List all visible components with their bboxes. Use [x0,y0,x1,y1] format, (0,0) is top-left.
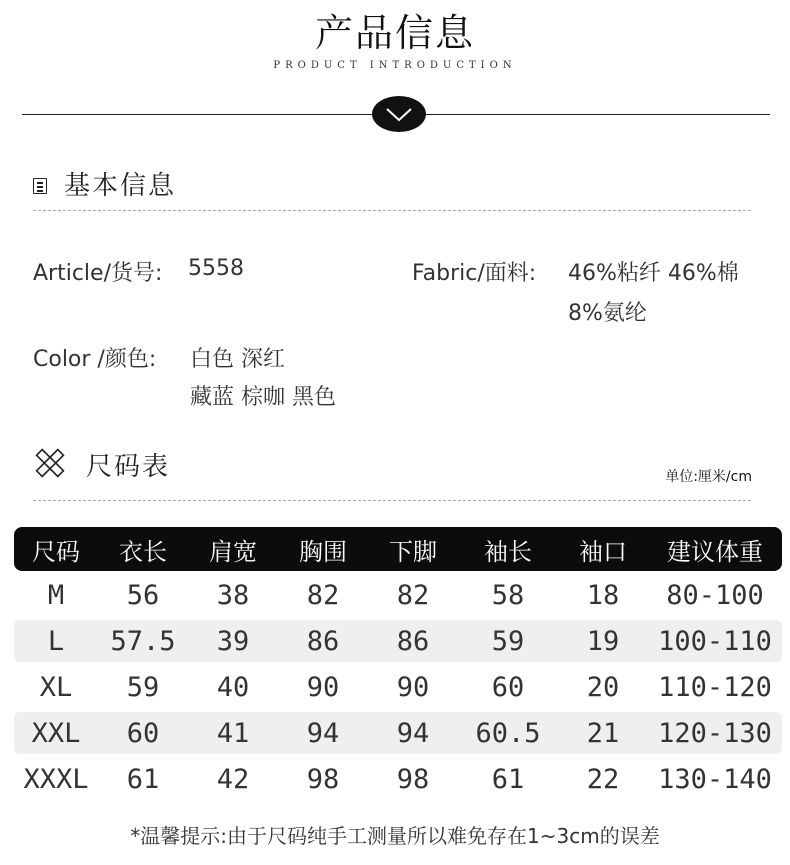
table-cell: 60 [491,671,525,703]
table-row [14,758,782,800]
size-chart-divider [33,500,751,501]
page-subtitle: PRODUCT INTRODUCTION [273,60,517,71]
fabric-value-line1: 46%粘纤 46%棉 [568,261,739,286]
unit-label: 单位:厘米/cm [665,469,752,485]
table-cell: 59 [126,671,160,703]
header-cell: 袖口 [579,537,627,566]
document-icon [33,178,47,194]
table-cell: 38 [216,579,250,611]
table-cell: 18 [586,579,620,611]
table-cell: 22 [586,763,620,795]
table-cell: 100-110 [658,625,772,657]
footnote: *温馨提示:由于尺码纯手工测量所以难免存在1~3cm的误差 [130,824,660,848]
color-value-line2: 藏蓝 棕咖 黑色 [190,385,336,410]
table-cell: 82 [306,579,340,611]
table-cell: 90 [396,671,430,703]
ruler-icon [33,447,67,479]
table-cell: M [47,579,65,611]
basic-info-title: 基本信息 [64,171,177,201]
header-cell: 衣长 [119,537,167,566]
table-row [14,574,782,616]
table-cell: 130-140 [658,763,772,795]
table-cell: 61 [491,763,525,795]
table-cell: 110-120 [658,671,772,703]
table-cell: 21 [586,717,620,749]
table-cell: 39 [216,625,250,657]
table-cell: 57.5 [110,625,176,657]
table-cell: 82 [396,579,430,611]
table-cell: 42 [216,763,250,795]
color-value-line1: 白色 深红 [190,347,285,372]
table-cell: 120-130 [658,717,772,749]
header-cell: 下脚 [389,537,437,566]
article-value: 5558 [188,256,244,281]
table-cell: L [47,625,65,657]
table-cell: 98 [396,763,430,795]
table-cell: 98 [306,763,340,795]
page-title: 产品信息 [314,11,475,55]
table-cell: 56 [126,579,160,611]
table-row [14,666,782,708]
color-label: Color /颜色: [33,347,157,372]
table-cell: 58 [491,579,525,611]
article-label: Article/货号: [33,261,163,286]
table-cell: 94 [306,717,340,749]
header-cell: 袖长 [484,537,532,566]
table-cell: XL [39,671,73,703]
table-cell: 40 [216,671,250,703]
header-cell: 胸围 [299,537,347,566]
table-cell: 60 [126,717,160,749]
table-cell: 60.5 [475,717,541,749]
table-cell: XXL [31,717,81,749]
fabric-value-line2: 8%氨纶 [568,301,647,326]
table-row [14,620,782,662]
table-cell: 20 [586,671,620,703]
size-chart-title: 尺码表 [86,452,171,482]
header-cell: 肩宽 [209,537,257,566]
table-cell: 61 [126,763,160,795]
table-row [14,712,782,754]
table-cell: 41 [216,717,250,749]
fabric-label: Fabric/面料: [412,261,537,286]
chevron-down-icon [372,96,426,132]
table-cell: 86 [306,625,340,657]
table-cell: 94 [396,717,430,749]
size-table-header [14,527,782,571]
table-cell: 90 [306,671,340,703]
header-cell: 尺码 [32,537,80,566]
header-cell: 建议体重 [667,537,763,566]
table-cell: 80-100 [666,579,764,611]
table-cell: 86 [396,625,430,657]
table-cell: XXXL [23,763,89,795]
basic-info-divider [33,210,751,211]
table-cell: 59 [491,625,525,657]
table-cell: 19 [586,625,620,657]
